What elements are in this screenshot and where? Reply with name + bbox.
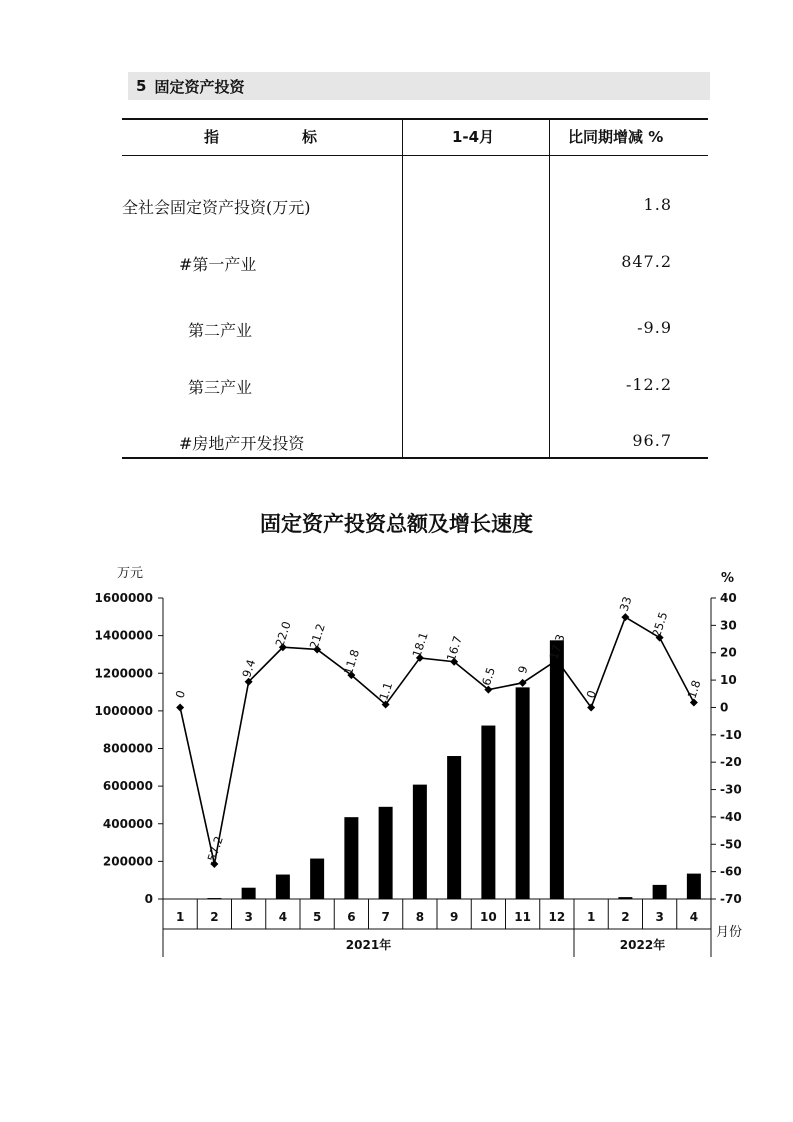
x-tick-label: 9	[449, 910, 459, 924]
row-label-primary: #第一产业	[179, 255, 257, 274]
right-axis-tick-label: 10	[720, 673, 737, 688]
investment-bar	[687, 874, 701, 899]
growth-rate-data-label: -57.2	[203, 834, 226, 868]
right-axis-tick-label: 30	[720, 618, 737, 633]
growth-rate-data-label: 9.4	[239, 657, 259, 680]
investment-bar	[653, 885, 667, 899]
growth-rate-data-label: 11.8	[340, 647, 363, 677]
right-axis-tick-label: -70	[720, 892, 742, 906]
right-axis-tick-label: -50	[720, 837, 742, 852]
left-axis-tick-label: 1600000	[94, 591, 153, 605]
growth-rate-data-label: 22.0	[272, 619, 294, 649]
growth-rate-data-label: 9	[515, 663, 531, 676]
investment-bar	[379, 807, 393, 899]
right-axis-unit: %	[721, 571, 735, 586]
growth-rate-data-label: 0	[172, 688, 189, 700]
growth-rate-data-label: 1.8	[684, 678, 704, 701]
row-label-real-estate: #房地产开发投资	[179, 434, 305, 453]
x-tick-label: 11	[514, 910, 531, 924]
x-tick-label: 4	[689, 910, 699, 924]
growth-rate-data-label: 21.2	[306, 621, 328, 651]
year-group-label: 2021年	[345, 938, 392, 952]
investment-bar	[276, 875, 290, 899]
row-value-real-estate: 96.7	[632, 431, 672, 450]
row-label-tertiary: 第三产业	[188, 378, 253, 397]
investment-bar	[516, 687, 530, 899]
x-tick-label: 3	[244, 910, 253, 924]
left-axis-tick-label: 400000	[102, 816, 153, 831]
investment-bar	[481, 726, 495, 899]
right-axis-tick-label: -30	[720, 782, 742, 797]
year-group-label: 2022年	[619, 938, 666, 952]
x-tick-label: 5	[312, 910, 322, 924]
x-tick-label: 4	[278, 910, 288, 924]
x-axis-unit: 月份	[716, 925, 743, 940]
investment-bar	[310, 859, 324, 899]
left-axis-tick-label: 1200000	[94, 666, 153, 681]
x-tick-label: 1	[175, 910, 185, 924]
growth-rate-data-label: 25.5	[649, 610, 671, 639]
row-value-tertiary: -12.2	[625, 375, 672, 394]
x-tick-label: 2	[210, 910, 219, 924]
section-title: 固定资产投资	[154, 77, 245, 96]
right-axis-tick-label: 40	[720, 591, 737, 605]
right-axis-tick-label: -10	[720, 727, 742, 742]
right-axis-tick-label: 20	[720, 645, 737, 660]
growth-rate-data-label: 1.1	[376, 680, 396, 703]
x-tick-label: 7	[381, 910, 390, 924]
header-period: 1-4月	[452, 128, 495, 146]
x-tick-label: 1	[586, 910, 596, 924]
section-number: 5	[136, 77, 147, 95]
left-axis-tick-label: 800000	[102, 741, 153, 756]
investment-bar	[618, 897, 632, 899]
growth-rate-data-label: 16.7	[443, 634, 465, 663]
header-change: 比同期增减 %	[568, 128, 664, 146]
growth-rate-line	[180, 617, 694, 864]
growth-rate-data-label: 33	[616, 594, 635, 614]
investment-bar	[550, 640, 564, 899]
row-value-primary: 847.2	[621, 252, 672, 271]
growth-rate-data-label: 18.1	[409, 630, 431, 660]
growth-rate-data-label: 0	[583, 688, 600, 700]
x-tick-label: 6	[347, 910, 356, 924]
investment-bar	[242, 888, 256, 899]
row-label-secondary: 第二产业	[188, 321, 253, 340]
left-axis-unit: 万元	[117, 566, 144, 581]
left-axis-tick-label: 0	[144, 892, 153, 906]
left-axis-tick-label: 1000000	[94, 703, 153, 718]
right-axis-tick-label: -40	[720, 809, 742, 824]
growth-rate-marker	[176, 703, 184, 711]
left-axis-tick-label: 200000	[102, 854, 153, 869]
left-axis-tick-label: 1400000	[94, 628, 153, 643]
growth-rate-marker	[621, 613, 629, 621]
growth-rate-data-label: 6.5	[479, 665, 499, 688]
x-tick-label: 3	[655, 910, 664, 924]
x-tick-label: 2	[621, 910, 630, 924]
investment-bar	[413, 785, 427, 899]
x-tick-label: 8	[415, 910, 425, 924]
investment-bar	[207, 898, 221, 899]
row-value-total: 1.8	[643, 195, 672, 214]
right-axis-tick-label: -60	[720, 864, 742, 879]
investment-bar	[344, 817, 358, 899]
header-indicator-part1: 指	[204, 128, 220, 146]
investment-bar	[447, 756, 461, 899]
left-axis-tick-label: 600000	[102, 779, 153, 794]
x-tick-label: 10	[480, 910, 497, 924]
header-indicator-part2: 标	[302, 128, 318, 146]
row-value-secondary: -9.9	[637, 318, 672, 337]
right-axis-tick-label: 0	[720, 700, 729, 715]
x-tick-label: 12	[548, 910, 566, 924]
chart-title: 固定资产投资总额及增长速度	[260, 512, 533, 536]
row-label-total: 全社会固定资产投资(万元)	[122, 198, 311, 217]
right-axis-tick-label: -20	[720, 755, 742, 770]
growth-rate-data-label: 17.3	[546, 632, 568, 662]
